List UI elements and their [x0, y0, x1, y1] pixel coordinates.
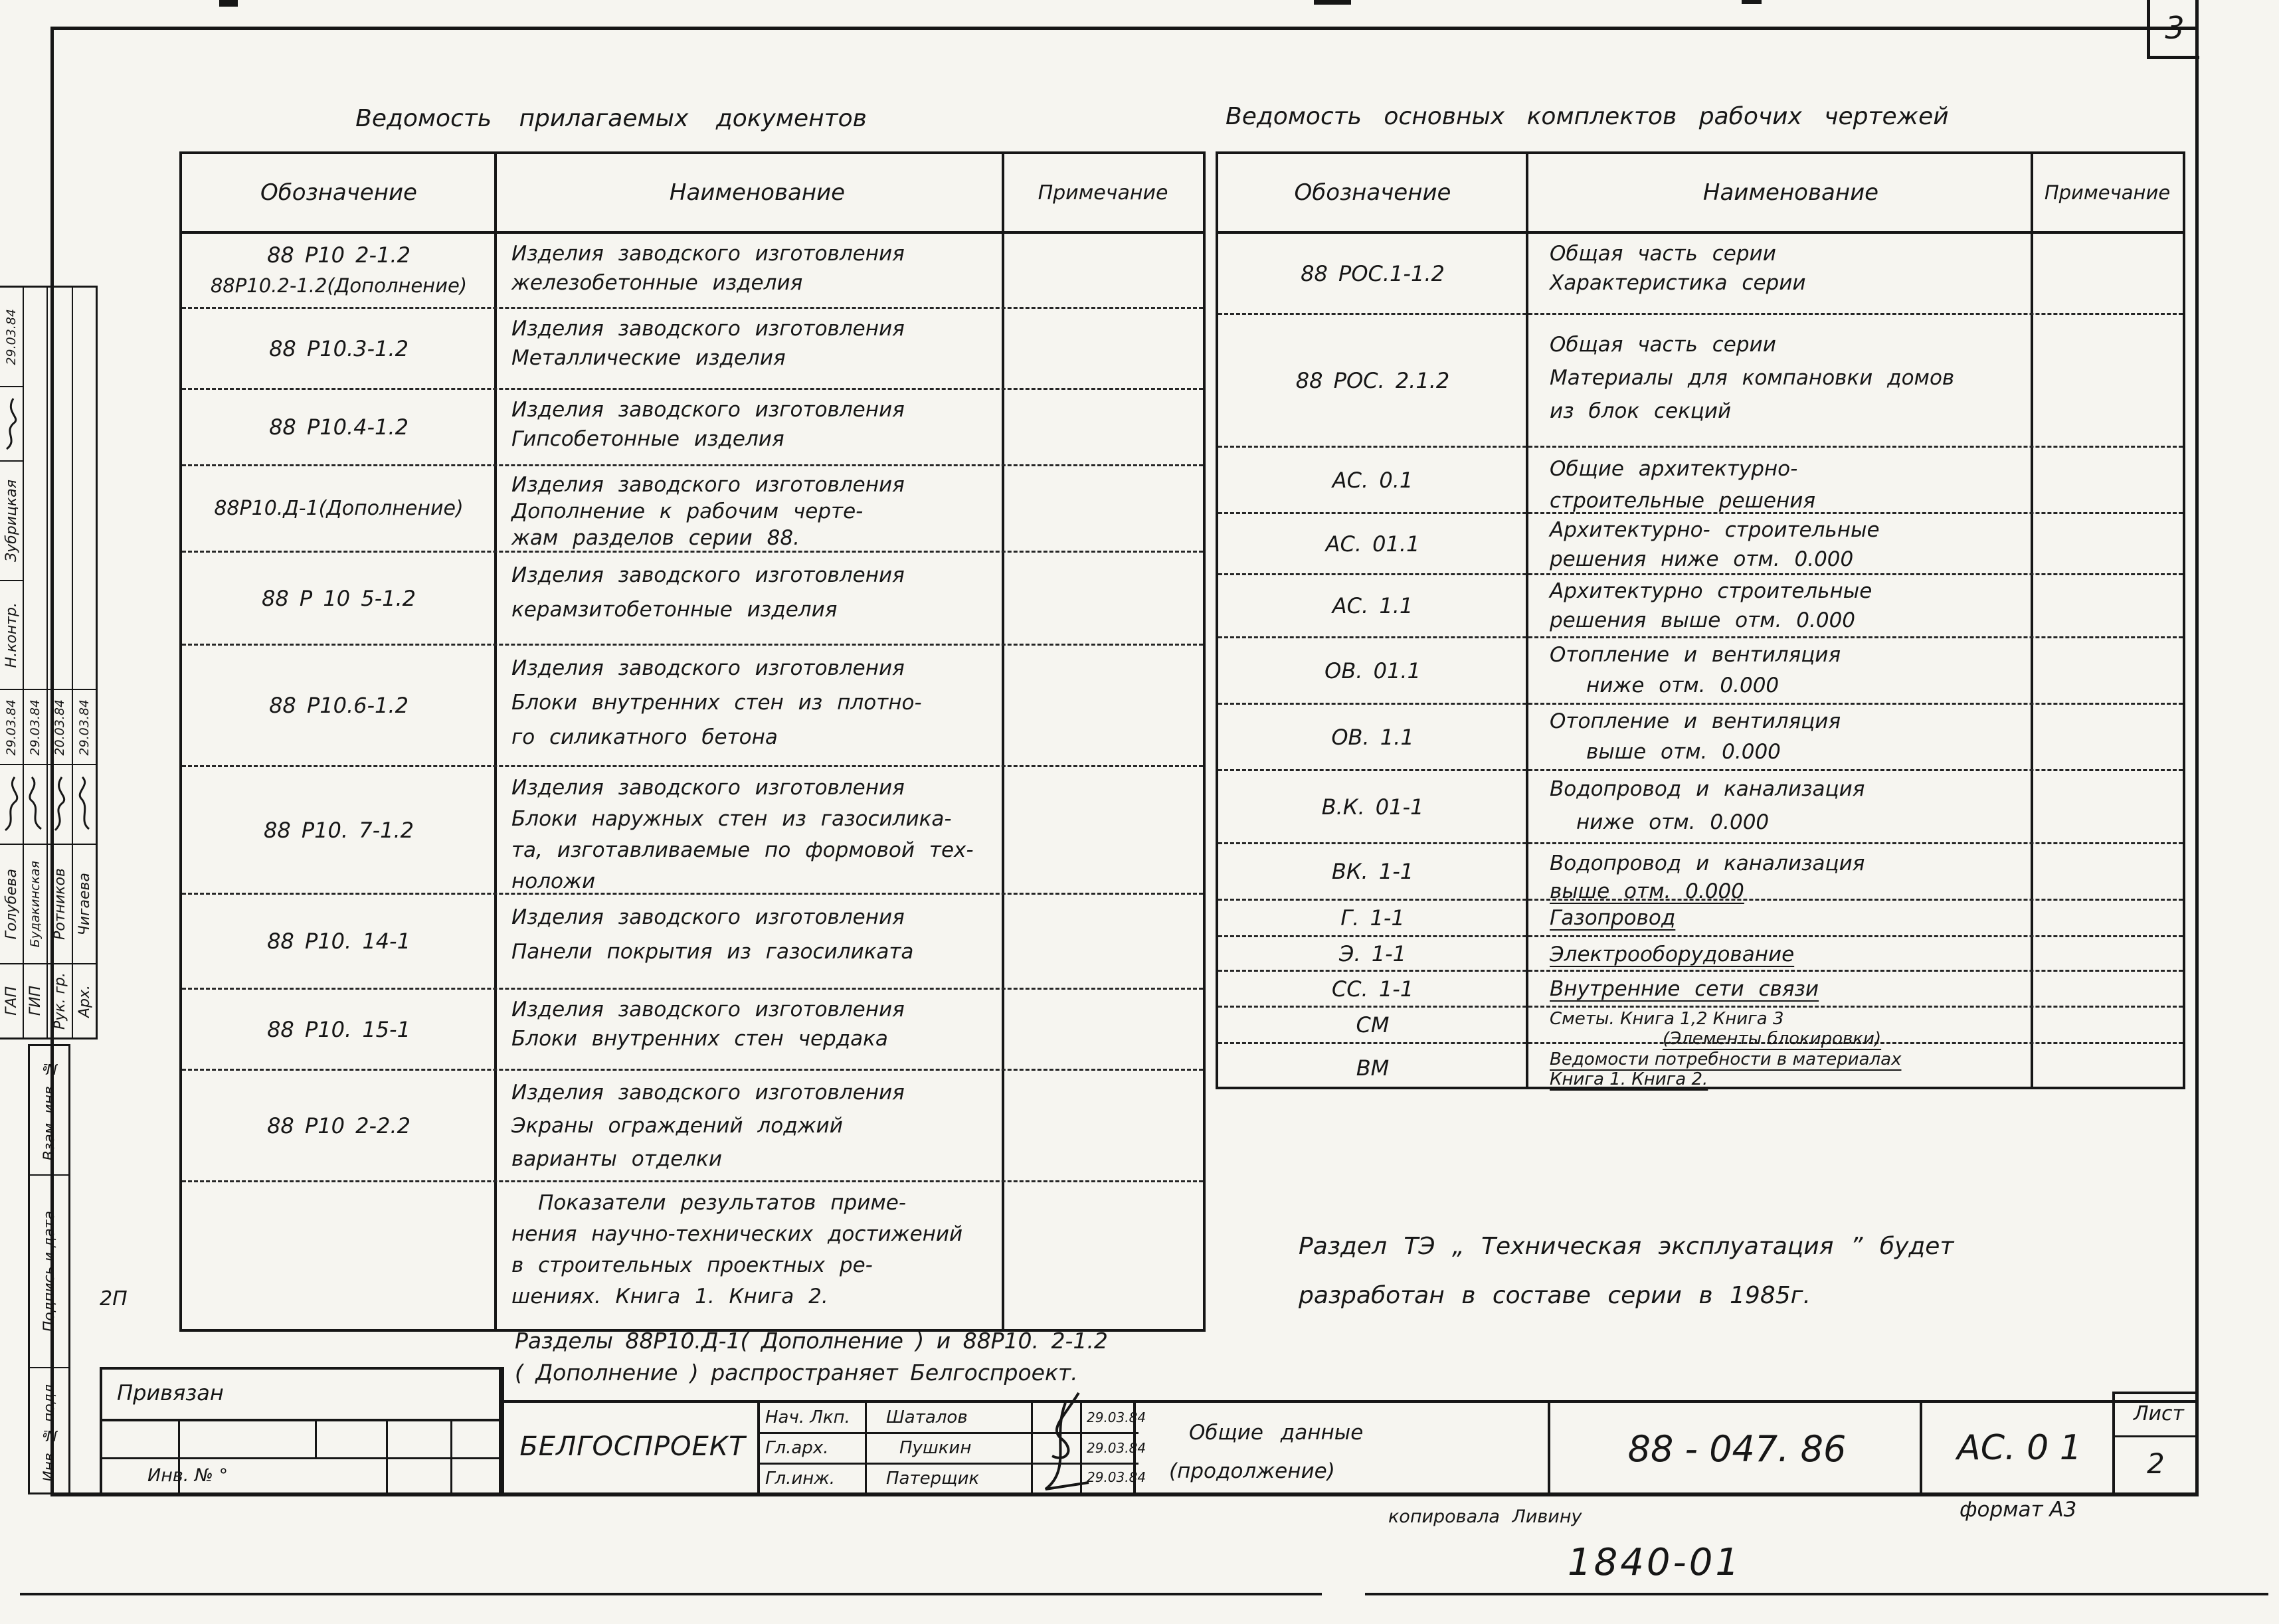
doc-name-line: Изделия заводского изготовления: [511, 998, 905, 1022]
table-row: [182, 234, 1203, 309]
stamp-role: ГАП: [3, 986, 20, 1016]
doc-name-line: железобетонные изделия: [511, 271, 803, 295]
set-name-line: Сметы. Книга 1,2 Книга 3: [1550, 1009, 1784, 1029]
set-name-line: Электрооборудование: [1550, 943, 1795, 966]
stamp-role: Рук. гр.: [51, 972, 68, 1030]
privyazan-label: Привязан: [117, 1380, 224, 1405]
doc-name-line: Изделия заводского изготовления: [511, 473, 905, 497]
set-code: ВК. 1-1: [1331, 859, 1414, 884]
doc-code: 88 Р10.4-1.2: [269, 414, 409, 440]
table-row: [1218, 1008, 2183, 1049]
set-code: Э. 1-1: [1339, 941, 1406, 966]
doc-name-line: Гипсобетонные изделия: [511, 427, 784, 451]
table-row: [1218, 705, 2183, 771]
signature-icon: [0, 387, 23, 462]
table-row: [1218, 901, 2183, 937]
stamp-name: Будакинская: [28, 861, 43, 948]
set-name-line: выше отм. 0.000: [1550, 879, 1744, 903]
mark-2p: 2П: [100, 1287, 128, 1310]
signature-icon: [0, 765, 23, 845]
set-code: ОВ. 1.1: [1331, 724, 1414, 750]
titleblock-top: [501, 1400, 2197, 1403]
razdel-note: [515, 1325, 1219, 1389]
set-code: АС. 0 1: [1957, 1428, 2082, 1468]
doc-name-line: Экраны ограждений лоджий: [511, 1114, 843, 1138]
stamp-role: ГИП: [27, 986, 44, 1016]
set-name-line: Материалы для компановки домов: [1550, 366, 1955, 390]
set-code: АС. 01.1: [1325, 531, 1420, 557]
set-name-line: решения выше отм. 0.000: [1550, 608, 1856, 632]
titleblock-divider: [1548, 1403, 1550, 1494]
attr-inv-podl: Инв. № подл.: [41, 1379, 58, 1482]
sig-role: Гл.арх.: [765, 1438, 829, 1458]
sig-role: Нач. Лкп.: [765, 1407, 850, 1427]
attr-vzam-inv: Взам. инв. №: [41, 1059, 58, 1161]
frame-right: [2195, 0, 2199, 1496]
inventory-grid: [100, 1421, 501, 1494]
doc-name-line: Металлические изделия: [511, 346, 786, 370]
doc-title: [1169, 1413, 1541, 1490]
set-code: ОВ. 01.1: [1324, 658, 1421, 683]
set-code: СС. 1-1: [1331, 976, 1414, 1002]
stamp-name: Зубрицкая: [3, 479, 20, 562]
sig-date: 29.03.84: [1087, 1469, 1146, 1485]
set-name-line: Общая часть серии: [1550, 242, 1776, 266]
set-name-line: Водопровод и канализация: [1550, 777, 1865, 801]
doc-title-line: (продолжение): [1169, 1459, 1335, 1483]
doc-name-line: шениях. Книга 1. Книга 2.: [511, 1285, 828, 1308]
set-name-line: решения ниже отм. 0.000: [1550, 547, 1854, 571]
order-number: 1840-01: [1568, 1541, 1742, 1584]
table-row: [1218, 972, 2183, 1008]
doc-name-line: Панели покрытия из газосиликата: [511, 940, 914, 964]
doc-name-line: ноложи: [511, 869, 596, 893]
table-row: [1218, 234, 2183, 315]
stamp-date: 20.03.84: [52, 699, 67, 756]
stamp-date: 29.03.84: [4, 308, 19, 365]
note-line: Разделы 88Р10.Д-1( Дополнение ) и 88Р10. 2-1.2: [515, 1328, 1108, 1354]
sig-name: Шаталов: [886, 1407, 968, 1427]
sheet-number: 2: [2147, 1447, 2165, 1480]
doc-code: 88 Р10. 14-1: [267, 929, 410, 954]
sig-role: Гл.инж.: [765, 1469, 835, 1489]
scan-mark: [1314, 0, 1351, 5]
working-drawing-sets-table: [1216, 151, 2185, 1089]
stamp-name: Голубева: [3, 869, 20, 940]
set-name-line: Газопровод: [1550, 906, 1676, 930]
set-code: АС. 0.1: [1332, 467, 1413, 493]
format-note: формат А3: [1960, 1498, 2077, 1522]
sheet-label: Лист: [2134, 1402, 2185, 1425]
titleblock-signatures: [757, 1403, 1146, 1494]
set-code: ВМ: [1356, 1055, 1390, 1081]
set-name-line: Водопровод и канализация: [1550, 852, 1865, 875]
doc-name-line: Изделия заводского изготовления: [511, 776, 905, 800]
org-name: БЕЛГОСПРОЕКТ: [519, 1431, 746, 1462]
doc-name-line: Блоки внутренних стен из плотно-: [511, 691, 922, 715]
table-row: [1218, 315, 2183, 448]
doc-code: 88 Р10. 15-1: [267, 1016, 410, 1042]
table-row: [182, 990, 1203, 1071]
doc-name-line: Изделия заводского изготовления: [511, 398, 905, 422]
doc-code: 88 Р10.6-1.2: [269, 693, 409, 718]
set-name-line: Ведомости потребности в материалах: [1550, 1049, 1902, 1069]
doc-name-line: Показатели результатов приме-: [538, 1191, 907, 1215]
note-line: Раздел ТЭ „ Техническая эксплуатация ” будет: [1299, 1233, 1954, 1260]
right-table-header: [1218, 154, 2183, 234]
set-name-line: Общие архитектурно-: [1550, 457, 1798, 481]
set-name-line: Архитектурно строительные: [1550, 579, 1872, 603]
doc-code: 88 Р10.3-1.2: [269, 335, 409, 361]
sig-date: 29.03.84: [1087, 1409, 1146, 1425]
sig-name: Патерщик: [886, 1469, 980, 1489]
doc-name-line: Изделия заводского изготовления: [511, 905, 905, 929]
bottom-rule: [1365, 1593, 2268, 1595]
set-name-line: ниже отм. 0.000: [1576, 810, 1770, 834]
col-header-note: Примечание: [1038, 181, 1168, 205]
scan-mark: [1742, 0, 1762, 4]
table-row: [182, 1071, 1203, 1182]
table-row: [1218, 771, 2183, 844]
frame-top: [50, 27, 2199, 30]
set-name-line: ниже отм. 0.000: [1586, 674, 1779, 697]
note-line: разработан в составе серии в 1985г.: [1299, 1282, 1811, 1309]
doc-name-line: Блоки наружных стен из газосилика-: [511, 807, 952, 831]
table-row: [1218, 844, 2183, 901]
stamp-col: [73, 288, 98, 1038]
set-code: 88 РОС.1-1.2: [1301, 260, 1445, 286]
scan-mark: [219, 0, 238, 7]
left-table-header: [182, 154, 1203, 234]
signature-icon: [24, 765, 46, 845]
titleblock-divider: [1920, 1403, 1922, 1494]
table-row: [182, 309, 1203, 390]
sig-name: Пушкин: [899, 1438, 972, 1458]
set-code: В.К. 01-1: [1321, 794, 1424, 820]
doc-name-line: Изделия заводского изготовления: [511, 1081, 905, 1105]
set-name-line: (Элементы блокировки): [1663, 1029, 1882, 1049]
stamp-col-nkontr: [0, 288, 24, 1038]
set-name-line: Архитектурно- строительные: [1550, 518, 1880, 542]
right-table-title: Ведомость основных комплектов рабочих чертежей: [1226, 103, 1949, 130]
sig-date: 29.03.84: [1087, 1440, 1146, 1456]
set-code: 88 РОС. 2.1.2: [1295, 367, 1450, 393]
stamp-col: [48, 288, 73, 1038]
stamp-role: Н.контр.: [3, 602, 20, 668]
col-header-name: Наименование: [669, 179, 846, 206]
table-row: [1218, 937, 2183, 972]
table-row: [182, 466, 1203, 553]
table-row: [182, 390, 1203, 466]
doc-name-line: Изделия заводского изготовления: [511, 242, 905, 266]
stamp-name: Ротников: [51, 868, 68, 941]
copied-by: копировала Ливину: [1388, 1506, 1582, 1527]
stamp-role: Арх.: [76, 984, 93, 1018]
table-row: [1218, 638, 2183, 705]
set-name-line: Общая часть серии: [1550, 333, 1776, 357]
te-section-note: [1299, 1222, 2129, 1320]
signature-icon: [48, 765, 72, 845]
bottom-rule: [20, 1593, 1322, 1595]
table-row: [182, 646, 1203, 767]
set-name-line: из блок секций: [1550, 399, 1732, 423]
table-row: [182, 767, 1203, 895]
table-row: [1218, 448, 2183, 514]
table-row: [1218, 514, 2183, 575]
table-row: [1218, 575, 2183, 638]
doc-title-line: Общие данные: [1189, 1421, 1364, 1445]
margin-signature-stamp: [0, 286, 98, 1039]
doc-name-line: та, изготавливаемые по формовой тех-: [511, 838, 974, 862]
privyazan-box: [100, 1367, 501, 1421]
col-header-designation: Обозначение: [1294, 179, 1451, 206]
table-row: [182, 1182, 1203, 1330]
doc-name-line: керамзитобетонные изделия: [511, 598, 838, 622]
attached-documents-table: [179, 151, 1206, 1332]
signature-icon: [73, 765, 96, 845]
set-name-line: Отопление и вентиляция: [1550, 709, 1841, 733]
set-name-line: Книга 1. Книга 2.: [1550, 1069, 1708, 1089]
col-header-designation: Обозначение: [260, 179, 417, 206]
doc-name-line: в строительных проектных ре-: [511, 1253, 873, 1277]
margin-attr-stamp: [28, 1044, 70, 1494]
doc-name-line: Дополнение к рабочим черте-: [511, 499, 864, 523]
doc-code: 88 Р10. 7-1.2: [263, 817, 414, 843]
attr-podpis-data: Подпись и дата: [41, 1210, 58, 1332]
set-name-line: Внутренние сети связи: [1550, 977, 1819, 1001]
doc-name-line: Изделия заводского изготовления: [511, 563, 905, 587]
stamp-date: 29.03.84: [77, 699, 92, 756]
set-name-line: строительные решения: [1550, 489, 1816, 513]
set-name-line: выше отм. 0.000: [1586, 740, 1781, 764]
stamp-date: 29.03.84: [4, 699, 19, 756]
set-code: Г. 1-1: [1340, 905, 1405, 931]
doc-name-line: варианты отделки: [511, 1147, 722, 1171]
left-table-title: Ведомость прилагаемых документов: [355, 105, 867, 132]
table-row: [1218, 1044, 2183, 1092]
col-header-name: Наименование: [1702, 179, 1879, 206]
table-row: [182, 895, 1203, 990]
doc-name-line: го силикатного бетона: [511, 725, 778, 749]
doc-code: 88 Р10 2-2.2: [267, 1113, 410, 1138]
note-line: ( Дополнение ) распространяет Белгоспроект.: [515, 1360, 1078, 1386]
doc-name-line: жам разделов серии 88.: [511, 526, 800, 550]
inv-no-label: Инв. № °: [147, 1465, 228, 1486]
col-header-note: Примечание: [2044, 181, 2171, 204]
stamp-col: [24, 288, 48, 1038]
doc-name-line: Блоки внутренних стен чердака: [511, 1027, 888, 1051]
doc-code: 88 Р10 2-1.2: [267, 242, 410, 268]
page-number-box: [2147, 0, 2199, 59]
signature-icon: [1026, 1390, 1092, 1502]
doc-name-line: Изделия заводского изготовления: [511, 317, 905, 341]
stamp-date: 29.03.84: [28, 699, 43, 756]
set-code: СМ: [1356, 1012, 1390, 1038]
doc-name-line: нения научно-технических достижений: [511, 1222, 963, 1246]
doc-name-line: Изделия заводского изготовления: [511, 656, 905, 680]
page-number: 3: [2165, 10, 2185, 46]
set-name-line: Характеристика серии: [1550, 271, 1806, 295]
set-code: АС. 1.1: [1332, 593, 1413, 618]
stamp-name: Чигаева: [76, 872, 93, 936]
table-row: [182, 553, 1203, 646]
set-name-line: Отопление и вентиляция: [1550, 643, 1841, 667]
doc-code: 88Р10.Д-1(Дополнение): [214, 496, 464, 520]
doc-code: 88 Р 10 5-1.2: [261, 585, 416, 611]
doc-code: 88Р10.2-1.2(Дополнение): [210, 274, 468, 297]
project-code: 88 - 047. 86: [1627, 1428, 1847, 1470]
sheet-box: [2112, 1392, 2196, 1494]
titleblock-divider: [501, 1367, 504, 1494]
